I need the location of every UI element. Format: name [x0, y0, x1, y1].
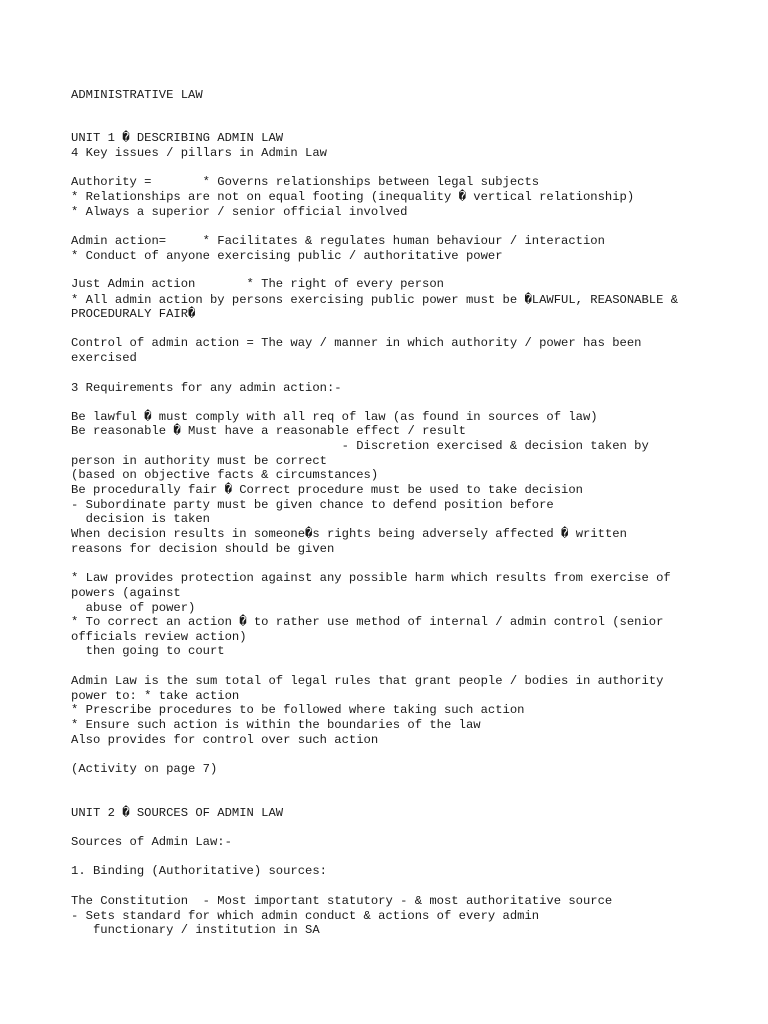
- text-line: * Law provides protection against any possible harm which results from exercise of: [71, 571, 671, 585]
- text-line: When decision results in someone�s rights being adversely affected � written: [71, 527, 627, 541]
- text-line: Be lawful � must comply with all req of law (as found in sources of law): [71, 410, 598, 424]
- text-line: * Ensure such action is within the boundaries of the law: [71, 718, 481, 732]
- text-line: Be reasonable � Must have a reasonable effect / result: [71, 424, 466, 438]
- text-line: officials review action): [71, 630, 247, 644]
- text-line: Also provides for control over such action: [71, 733, 379, 747]
- text-line: Control of admin action = The way / manner in which authority / power has been: [71, 336, 642, 350]
- text-line: then going to court: [71, 644, 225, 658]
- text-line: * Conduct of anyone exercising public / authoritative power: [71, 249, 503, 263]
- text-line: functionary / institution in SA: [71, 923, 320, 937]
- text-line: powers (against: [71, 586, 181, 600]
- text-line: * Always a superior / senior official involved: [71, 205, 408, 219]
- text-line: person in authority must be correct: [71, 454, 327, 468]
- text-line: reasons for decision should be given: [71, 542, 335, 556]
- unit-heading: UNIT 2 � SOURCES OF ADMIN LAW: [71, 806, 284, 820]
- text-line: PROCEDURALY FAIR�: [71, 307, 196, 321]
- text-line: Just Admin action * The right of every person: [71, 277, 444, 291]
- text-line: (Activity on page 7): [71, 762, 218, 776]
- text-line: Be procedurally fair � Correct procedure must be used to take decision: [71, 483, 583, 497]
- text-line: * All admin action by persons exercising public power must be �LAWFUL, REASONABLE &: [71, 293, 679, 307]
- text-line: - Sets standard for which admin conduct & actions of every admin: [71, 909, 540, 923]
- unit-heading: UNIT 1 � DESCRIBING ADMIN LAW: [71, 131, 284, 145]
- text-line: decision is taken: [71, 512, 210, 526]
- text-line: Admin action= * Facilitates & regulates human behaviour / interaction: [71, 234, 605, 248]
- text-line: 3 Requirements for any admin action:-: [71, 381, 342, 395]
- text-line: * Prescribe procedures to be followed where taking such action: [71, 703, 525, 717]
- text-line: * Relationships are not on equal footing (inequality � vertical relationship): [71, 190, 635, 204]
- text-line: - Discretion exercised & decision taken by: [71, 439, 649, 453]
- text-line: abuse of power): [71, 601, 196, 615]
- text-line: * To correct an action � to rather use method of internal / admin control (senior: [71, 615, 664, 629]
- text-line: (based on objective facts & circumstances): [71, 468, 379, 482]
- document-title: ADMINISTRATIVE LAW: [71, 88, 203, 102]
- text-line: power to: * take action: [71, 689, 240, 703]
- text-line: exercised: [71, 351, 137, 365]
- text-line: 1. Binding (Authoritative) sources:: [71, 864, 327, 878]
- text-line: The Constitution - Most important statutory - & most authoritative source: [71, 894, 613, 908]
- text-line: Admin Law is the sum total of legal rules that grant people / bodies in authority: [71, 674, 664, 688]
- text-line: Authority = * Governs relationships between legal subjects: [71, 175, 540, 189]
- text-line: Sources of Admin Law:-: [71, 835, 232, 849]
- text-line: 4 Key issues / pillars in Admin Law: [71, 146, 327, 160]
- text-line: - Subordinate party must be given chance to defend position before: [71, 498, 554, 512]
